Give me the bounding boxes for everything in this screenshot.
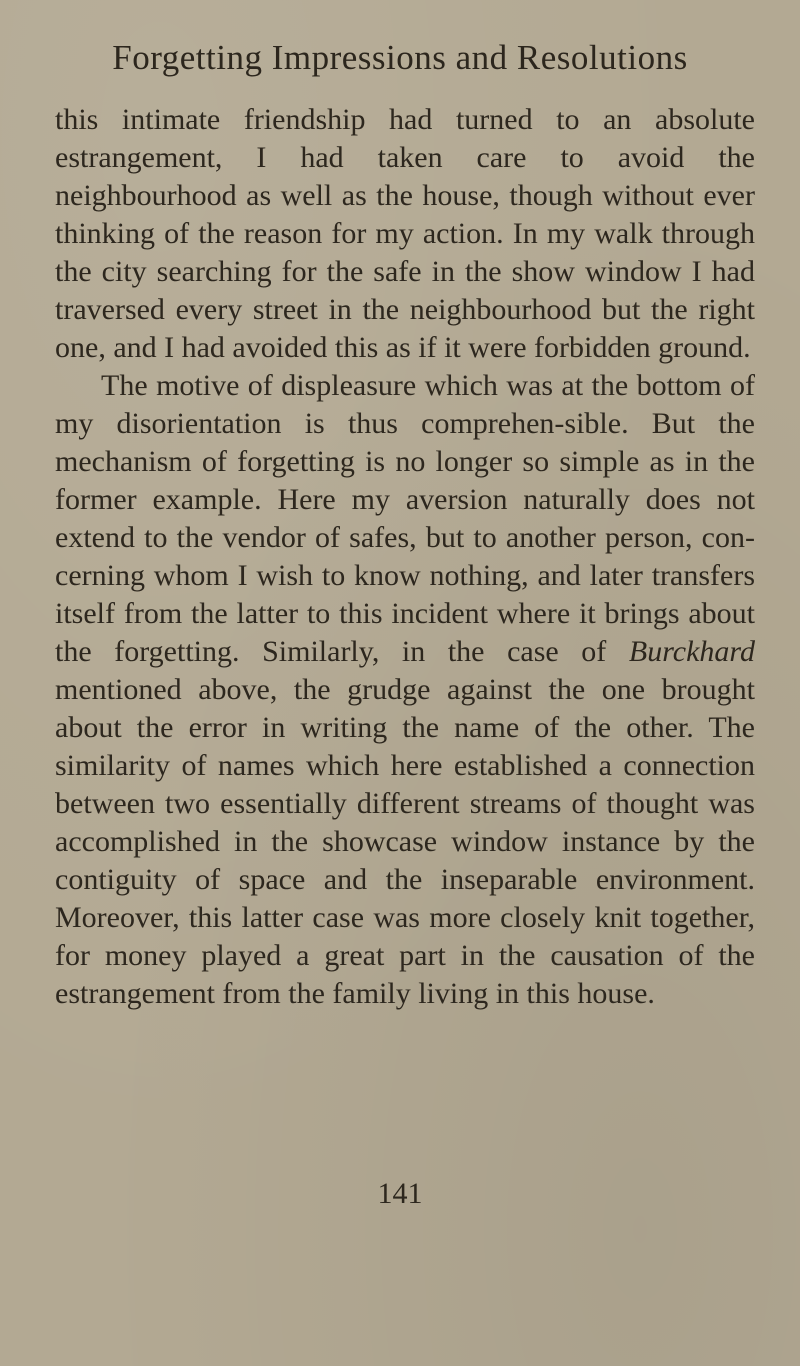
paragraph-1: this intimate friendship had turned to an absolute estrangement, I had taken care to avoid the neighbourhood as well as the house, though without ever thinking of the reason for my action. In my walk through the city searching for the safe in the show window I had traversed every street in the neighbourhood but the right one, and I had avoided this as if it were forbidden ground. (55, 103, 755, 364)
page-number: 141 (377, 1177, 423, 1210)
italic-name-burckhard: Burckhard (628, 635, 755, 668)
paragraph-2-text-a: The motive of displeasure which was at the bottom of my disorientation is thus comprehen-sible. But the mechanism of forgetting is no longer so simple as in the former example. Here my aversion naturally does not extend to the vendor of safes, but to another person, con-cerning whom I wish to know nothing, and later transfers itself from the latter to this incident where it brings about the forgetting. Similarly, in the case of (55, 369, 755, 668)
paragraph-2-text-b: mentioned above, the grudge against the one brought about the error in writing the name of the other. The similarity of names which here established a connection between two essentially different streams of thought was accomplished in the showcase window instance by the contiguity of space and the inseparable environment. Moreover, this latter case was more closely knit together, for money played a great part in the causation of the estrangement from the family living in this house. (55, 673, 755, 1010)
running-head: Forgetting Impressions and Resolutions (112, 38, 688, 77)
paragraph-2 (55, 367, 755, 1013)
body-text (55, 101, 755, 1013)
